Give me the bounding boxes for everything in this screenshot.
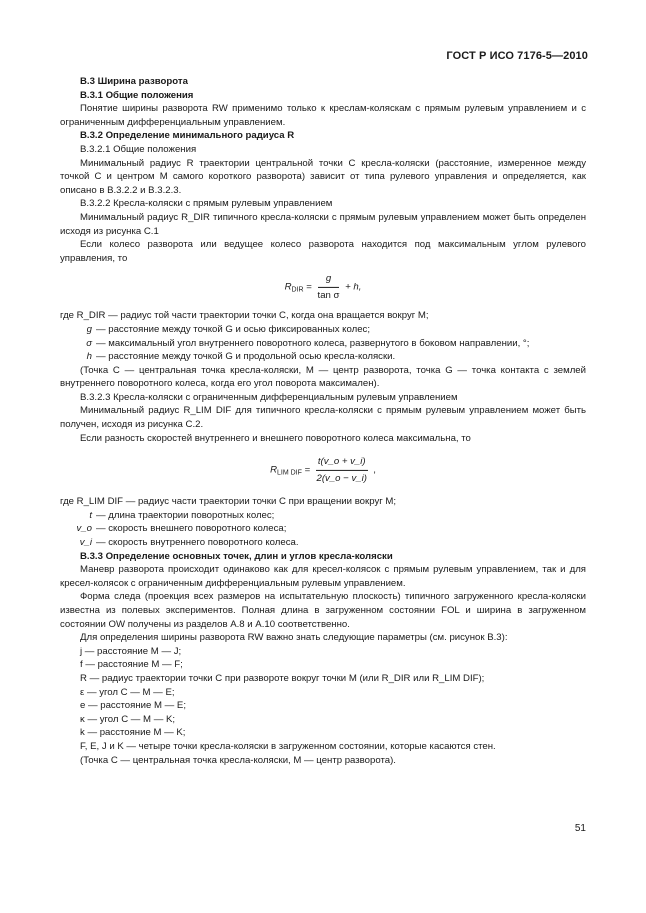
formula-tail: + h, [345, 281, 362, 293]
subsection-title: В.3.2 Определение минимального радиуса R [80, 130, 295, 142]
document-body [60, 75, 586, 767]
formula-fraction [318, 272, 340, 302]
formula-r-lim-dif [60, 445, 586, 495]
parameter-item: (Точка C — центральная точка кресла-коляски, M — центр разворота). [80, 754, 396, 766]
parameter-list [60, 645, 586, 767]
legend-item [60, 337, 586, 351]
parameter-item: R — радиус траектории точки C при развороте вокруг точки M (или R_DIR или R_LIM DIF); [80, 672, 485, 684]
legend-text: — расстояние между точкой G и продольной осью кресла-коляски. [96, 351, 396, 363]
formula-tail: , [373, 464, 376, 476]
paragraph: Минимальный радиус R_LIM DIF для типичного кресла-коляски с прямым рулевым управлением может быть получен, исходя из рисунка С.2. [60, 405, 586, 431]
legend-text: — скорость внутреннего поворотного колеса. [96, 537, 299, 549]
note: (Точка C — центральная точка кресла-коляски, M — центр разворота, точка G — точка контакта с землей внутреннего поворотного колеса, когда его угол поворота максимален). [60, 364, 586, 390]
paragraph: Минимальный радиус R траектории центральной точки C кресла-коляски (расстояние, измеренное между точкой C и центром M самого короткого разворота) зависит от типа рулевого управления и определяется, как описано в В.3.2.2 и В.3.2.3. [60, 157, 586, 196]
formula-r-dir [60, 265, 586, 309]
legend-symbol: σ [86, 337, 92, 349]
legend-list [60, 509, 586, 550]
legend-item [60, 509, 586, 523]
legend-symbol: g [86, 323, 92, 335]
paragraph: Минимальный радиус R_DIR типичного кресла-коляски с прямым рулевым управлением может быть определен исходя из рисунка С.1 [60, 211, 586, 237]
subsection-title: В.3.3 Определение основных точек, длин и углов кресла-коляски [80, 550, 393, 562]
paragraph: Маневр разворота происходит одинаково как для кресел-колясок с прямым рулевым управлением, так и для кресел-колясок с ограниченным дифференциальным рулевым управлением. [60, 564, 586, 589]
legend-text: — длина траектории поворотных колес; [96, 509, 275, 521]
parameter-item: ε — угол C — M — E; [80, 686, 175, 698]
clause-title: В.3.2.3 Кресла-коляски с ограниченным дифференциальным рулевым управлением [80, 391, 458, 403]
formula-eq: = [306, 281, 312, 293]
formula-lhs-sub: DIR [291, 286, 304, 294]
legend-symbol: v_i [79, 537, 92, 549]
parameter-item: e — расстояние M — E; [80, 700, 186, 712]
page-header: ГОСТ Р ИСО 7176-5—2010 [446, 50, 588, 62]
legend-text: — максимальный угол внутреннего поворотного колеса, развернутого в боковом направлении, °; [96, 337, 530, 349]
formula-numerator: g [318, 272, 340, 288]
formula-lhs: R [270, 464, 277, 476]
paragraph: Для определения ширины разворота RW важно знать следующие параметры (см. рисунок В.3): [80, 632, 508, 644]
legend-symbol: t [89, 509, 92, 521]
subsection-title: В.3.1 Общие положения [80, 89, 194, 101]
legend-item [60, 522, 586, 536]
legend-text: — расстояние между точкой G и осью фиксированных колес; [96, 323, 371, 335]
formula-denominator: 2(v_o − v_i) [316, 472, 367, 484]
legend-item [60, 350, 586, 364]
formula-fraction [316, 455, 368, 485]
legend-symbol: h [86, 351, 92, 363]
legend-item [60, 323, 586, 337]
parameter-item: F, E, J и K — четыре точки кресла-коляски в загруженном состоянии, которые касаются стен. [80, 740, 496, 752]
parameter-item: f — расстояние M — F; [80, 659, 183, 671]
formula-numerator: t(v_o + v_i) [316, 455, 368, 471]
formula-lhs: R [284, 281, 292, 293]
page-number: 51 [574, 823, 586, 835]
legend-intro: где R_DIR — радиус той части траектории точки C, когда она вращается вокруг M; [60, 310, 429, 322]
clause-title: В.3.2.2 Кресла-коляски с прямым рулевым управлением [80, 198, 333, 210]
paragraph: Форма следа (проекция всех размеров на испытательную плоскость) типичного загруженного кресла-коляски известна из полевых экспериментов. Полная длина в загруженном состоянии FOL и ширина в загруженном состоянии OW получены из разделов А.8 и А.10 соответственно. [60, 591, 586, 630]
formula-denominator: tan σ [317, 289, 340, 301]
paragraph: Если разность скоростей внутреннего и внешнего поворотного колеса максимальна, то [80, 432, 471, 444]
section-title: В.3 Ширина разворота [80, 76, 188, 87]
paragraph: Если колесо разворота или ведущее колесо разворота находится под максимальным углом рулевого управления, то [60, 239, 586, 264]
paragraph: Понятие ширины разворота RW применимо только к креслам-коляскам с прямым рулевым управлением и с ограниченным дифференциальным управлением. [60, 103, 586, 128]
formula-lhs-sub: LIM DIF [277, 469, 302, 477]
parameter-item: k — расстояние M — K; [80, 727, 186, 739]
legend-list [60, 323, 586, 364]
clause-title: В.3.2.1 Общие положения [80, 143, 197, 155]
parameter-item: κ — угол C — M — K; [80, 713, 176, 725]
legend-text: — скорость внешнего поворотного колеса; [96, 523, 287, 535]
legend-intro: где R_LIM DIF — радиус части траектории точки C при вращении вокруг M; [60, 496, 397, 508]
formula-eq: = [304, 464, 311, 476]
parameter-item: j — расстояние M — J; [80, 645, 182, 657]
legend-symbol: v_o [76, 523, 92, 535]
legend-item [60, 536, 586, 550]
